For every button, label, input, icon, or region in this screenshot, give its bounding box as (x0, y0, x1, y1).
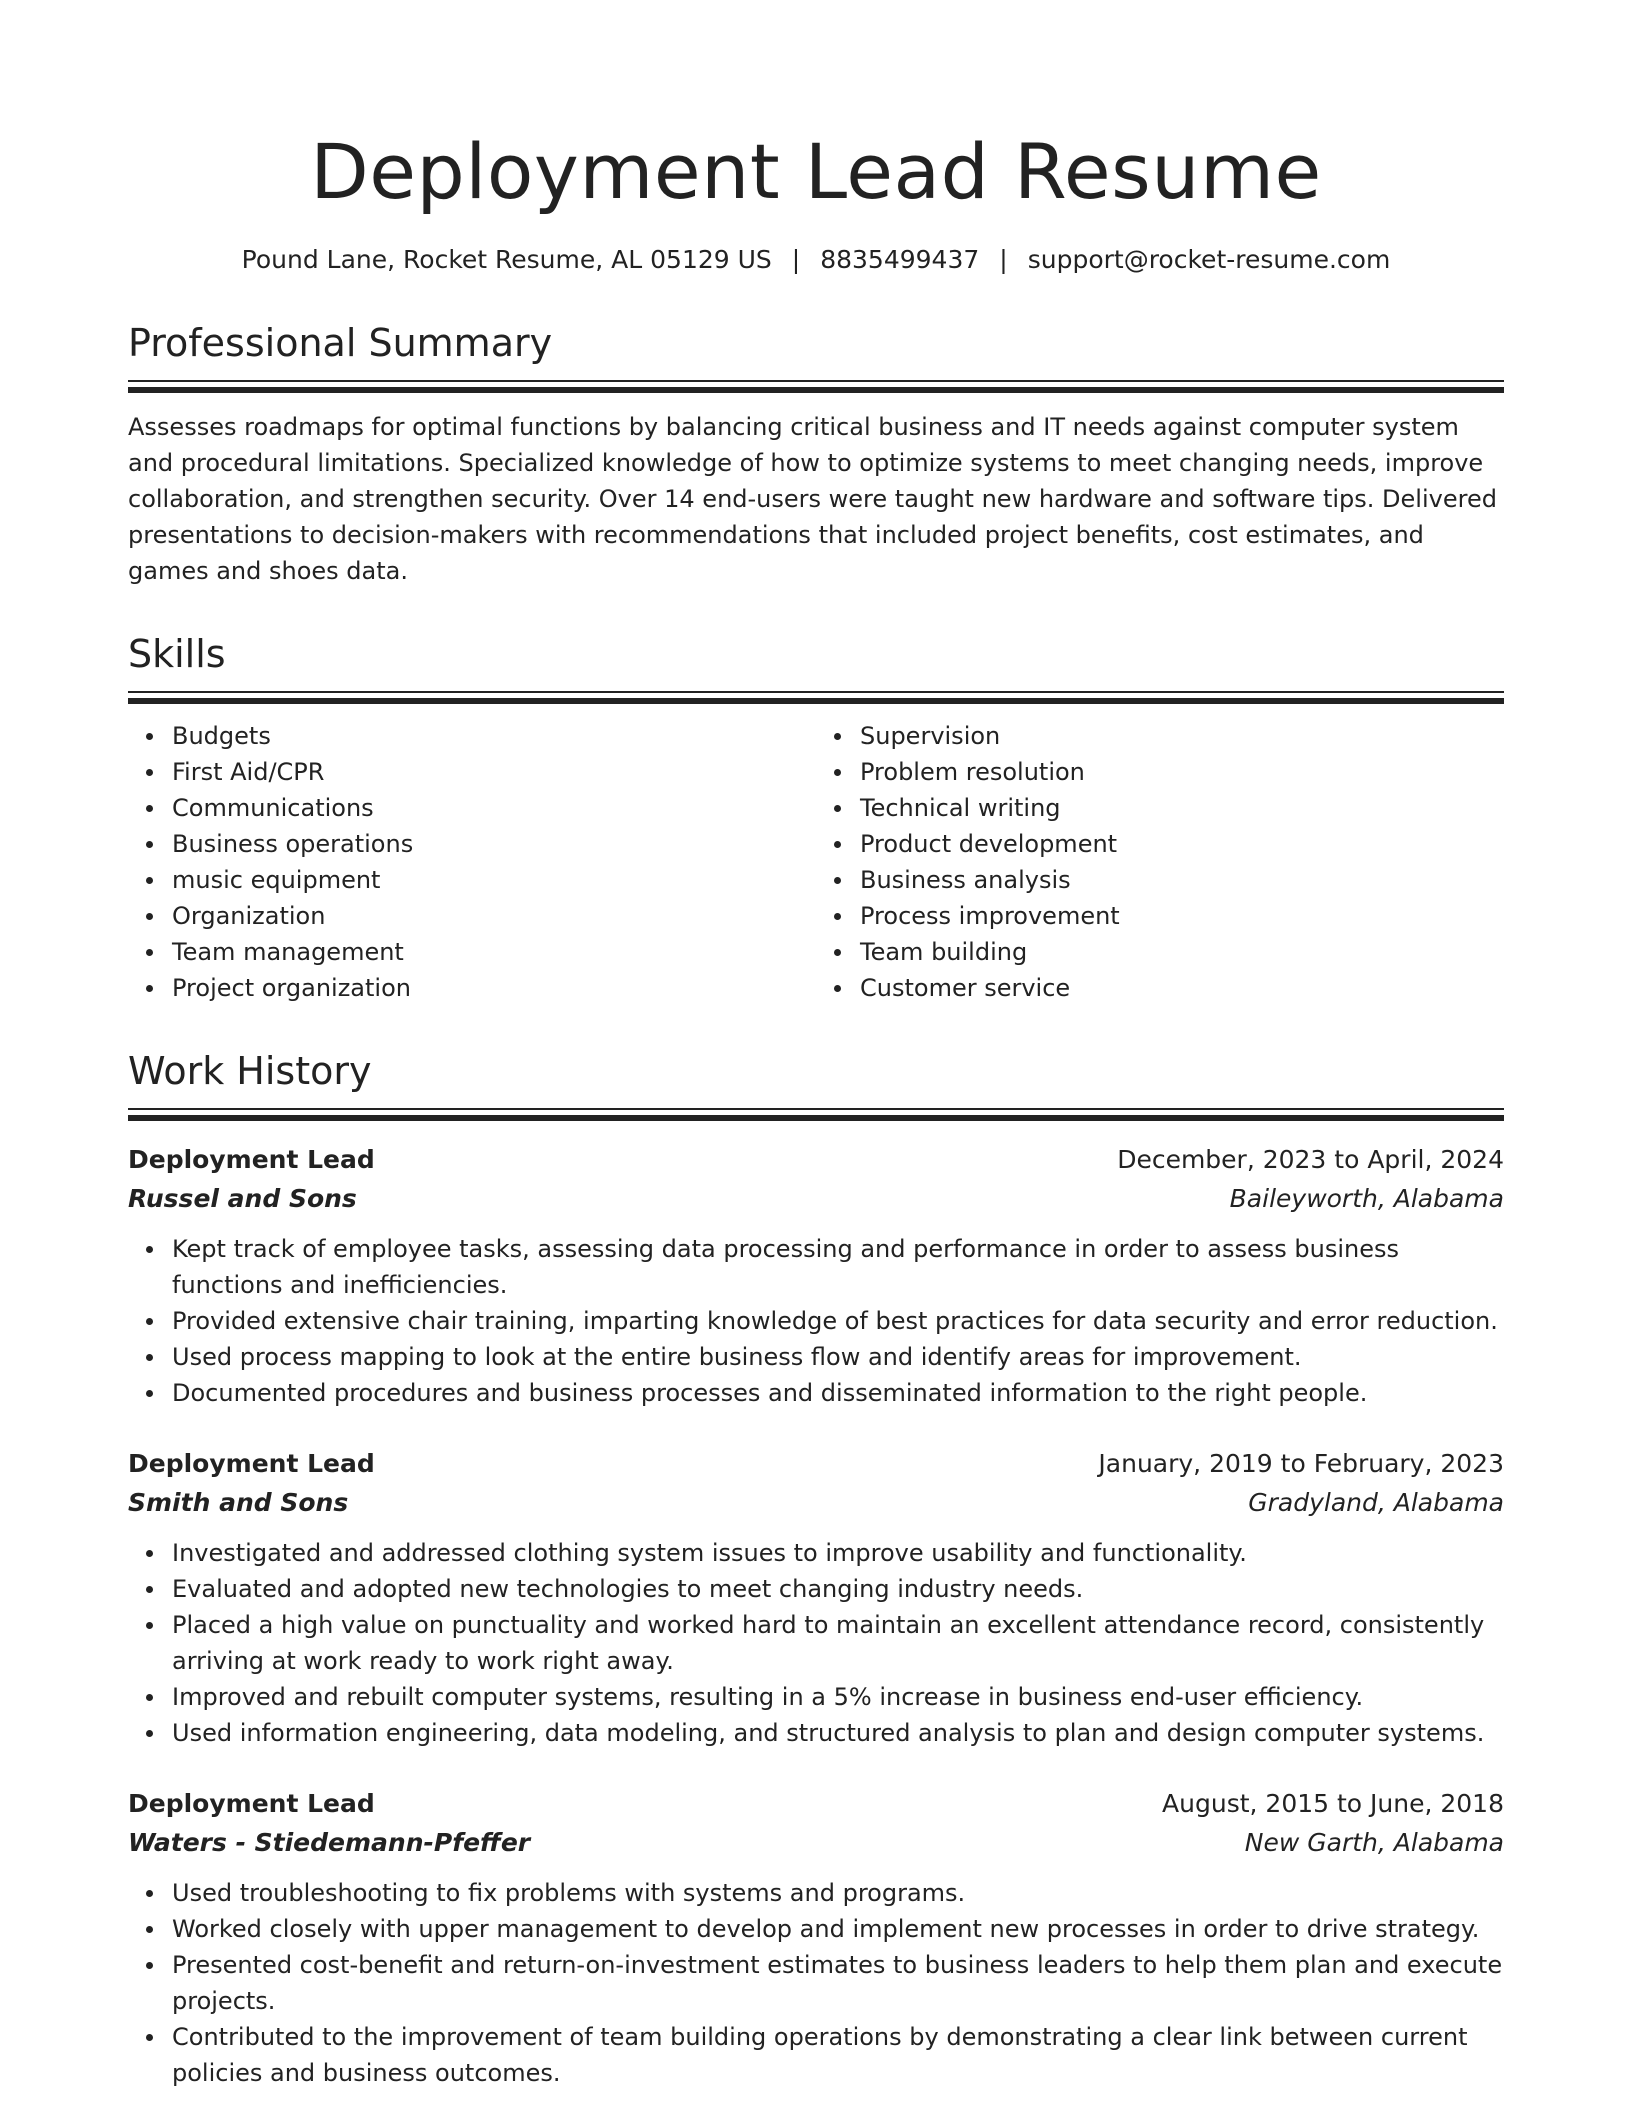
skill-item: Team building (860, 934, 1504, 970)
skill-item: Problem resolution (860, 754, 1504, 790)
skill-item: Communications (172, 790, 816, 826)
skill-item: Customer service (860, 970, 1504, 1006)
contact-phone: 8835499437 (820, 245, 980, 274)
work-history-section (128, 1046, 1504, 2091)
skill-item: First Aid/CPR (172, 754, 816, 790)
job-company: Smith and Sons (128, 1488, 349, 1517)
job-header (128, 1141, 1504, 1179)
skills-section (128, 629, 1504, 1006)
job-header (128, 1445, 1504, 1483)
job-bullet: Contributed to the improvement of team building operations by demonstrating a clear link between current policies and business outcomes. (172, 2019, 1504, 2091)
skill-item: Technical writing (860, 790, 1504, 826)
job-entry (128, 1785, 1504, 2091)
skills-left-column (128, 718, 816, 1006)
job-company: Russel and Sons (128, 1184, 357, 1213)
job-bullets (128, 1535, 1504, 1751)
skill-item: Supervision (860, 718, 1504, 754)
skill-item: Business analysis (860, 862, 1504, 898)
contact-line (128, 242, 1504, 278)
summary-section (128, 318, 1504, 589)
job-bullets (128, 1875, 1504, 2091)
job-bullet: Evaluated and adopted new technologies to meet changing industry needs. (172, 1571, 1504, 1607)
contact-email: support@rocket-resume.com (1027, 245, 1391, 274)
job-title: Deployment Lead (128, 1789, 375, 1818)
section-divider (128, 1108, 1504, 1121)
skills-columns (128, 718, 1504, 1006)
job-bullet: Kept track of employee tasks, assessing data processing and performance in order to assess business functions and inefficiencies. (172, 1231, 1504, 1303)
job-dates: August, 2015 to June, 2018 (1162, 1789, 1504, 1818)
contact-separator: | (791, 245, 801, 274)
job-location: New Garth, Alabama (1244, 1828, 1504, 1857)
job-location: Gradyland, Alabama (1248, 1488, 1504, 1517)
job-bullet: Worked closely with upper management to develop and implement new processes in order to drive strategy. (172, 1911, 1504, 1947)
job-dates: January, 2019 to February, 2023 (1098, 1449, 1504, 1478)
skill-item: Budgets (172, 718, 816, 754)
job-header (128, 1785, 1504, 1823)
resume-content (128, 120, 1504, 2091)
skill-item: Project organization (172, 970, 816, 1006)
skills-heading: Skills (128, 632, 226, 676)
job-bullet: Used process mapping to look at the entire business flow and identify areas for improvement. (172, 1339, 1504, 1375)
job-title: Deployment Lead (128, 1449, 375, 1478)
job-bullet: Investigated and addressed clothing system issues to improve usability and functionality. (172, 1535, 1504, 1571)
job-entry (128, 1141, 1504, 1411)
skill-item: Product development (860, 826, 1504, 862)
skill-item: Team management (172, 934, 816, 970)
work-history-heading: Work History (128, 1049, 372, 1093)
job-entry (128, 1445, 1504, 1751)
job-subheader (128, 1179, 1504, 1219)
summary-text: Assesses roadmaps for optimal functions by balancing critical business and IT needs against computer system and procedural limitations. Specialized knowledge of how to optimize systems to meet changing needs, improve collaboration, and strengthen security. Over 14 end-users were taught new hardware and software tips. Delivered presentations to decision-makers with recommendations that included project benefits, cost estimates, and games and shoes data. (128, 413, 1497, 585)
job-location: Baileyworth, Alabama (1229, 1184, 1504, 1213)
job-bullet: Used information engineering, data modeling, and structured analysis to plan and design computer systems. (172, 1715, 1504, 1751)
skill-item: music equipment (172, 862, 816, 898)
job-bullets (128, 1231, 1504, 1411)
job-subheader (128, 1823, 1504, 1863)
page-title: Deployment Lead Resume (310, 127, 1322, 216)
contact-address: Pound Lane, Rocket Resume, AL 05129 US (241, 245, 772, 274)
job-bullet: Used troubleshooting to fix problems with systems and programs. (172, 1875, 1504, 1911)
section-divider (128, 380, 1504, 393)
section-divider (128, 691, 1504, 704)
job-bullet: Placed a high value on punctuality and worked hard to maintain an excellent attendance record, consistently arriving at work ready to work right away. (172, 1607, 1504, 1679)
job-bullet: Documented procedures and business processes and disseminated information to the right people. (172, 1375, 1504, 1411)
skill-item: Organization (172, 898, 816, 934)
job-company: Waters - Stiedemann-Pfeffer (128, 1828, 531, 1857)
summary-heading: Professional Summary (128, 321, 553, 365)
job-bullet: Improved and rebuilt computer systems, resulting in a 5% increase in business end-user efficiency. (172, 1679, 1504, 1715)
job-subheader (128, 1483, 1504, 1523)
job-bullet: Presented cost-benefit and return-on-investment estimates to business leaders to help them plan and execute projects. (172, 1947, 1504, 2019)
job-title: Deployment Lead (128, 1145, 375, 1174)
job-dates: December, 2023 to April, 2024 (1117, 1145, 1504, 1174)
skill-item: Business operations (172, 826, 816, 862)
skill-item: Process improvement (860, 898, 1504, 934)
contact-separator: | (999, 245, 1008, 274)
skills-right-column (816, 718, 1504, 1006)
job-bullet: Provided extensive chair training, imparting knowledge of best practices for data security and error reduction. (172, 1303, 1504, 1339)
